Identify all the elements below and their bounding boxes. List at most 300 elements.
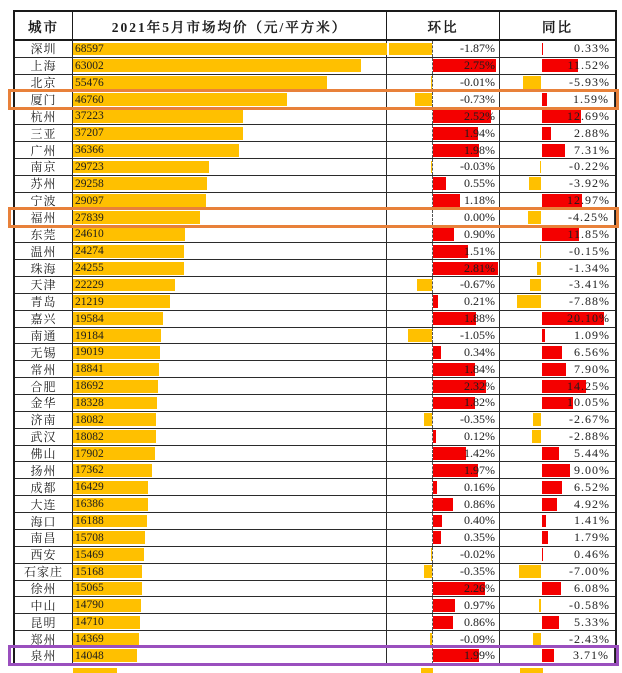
city-cell [15,277,73,293]
mom-bar [433,531,441,544]
price-cell [73,125,387,141]
price-cell [73,378,387,394]
city-label: 苏州 [30,177,57,192]
city-label: 温州 [30,244,57,259]
mom-value: 1.51% [464,243,495,258]
mom-cell [387,462,500,478]
mom-bar [424,565,432,578]
table-row [15,648,615,664]
yoy-value: 14.25% [567,378,610,393]
yoy-cell [500,92,615,108]
yoy-value: 6.52% [574,479,610,494]
table-row [15,41,615,58]
table-row [15,328,615,345]
mom-value: 1.82% [464,395,495,410]
city-label: 东莞 [30,227,57,242]
mom-value: -0.01% [460,75,495,90]
yoy-cell [500,260,615,276]
mom-cell [387,631,500,647]
table-row [15,311,615,328]
yoy-bar [542,616,559,629]
price-cell [73,597,387,613]
city-cell [15,260,73,276]
table-row [15,159,615,176]
city-label: 杭州 [30,109,57,124]
mom-cell [387,277,500,293]
city-label: 西安 [30,548,57,563]
yoy-value: -0.22% [569,159,610,174]
mom-cell [387,446,500,462]
mom-cell [387,597,500,613]
yoy-cell [500,597,615,613]
mom-cell [387,328,500,344]
table-body [15,41,615,664]
price-cell [73,58,387,74]
mom-cell [387,513,500,529]
mom-cell [387,429,500,445]
city-cell [15,479,73,495]
yoy-bar [542,498,557,511]
price-value: 27839 [75,211,104,224]
price-value: 68597 [75,42,104,55]
yoy-value: -3.41% [569,277,610,292]
mom-cell [387,581,500,597]
yoy-cell [500,142,615,158]
price-cell [73,243,387,259]
header-city: 城市 [15,12,73,39]
yoy-bar [542,464,570,477]
city-label: 徐州 [30,581,57,596]
mom-bar [431,548,432,561]
table-row [15,412,615,429]
mom-value: 2.52% [464,108,495,123]
yoy-value: -2.67% [569,412,610,427]
table-row [15,395,615,412]
mom-cell [387,479,500,495]
mom-bar [433,194,460,207]
mom-value: -0.35% [460,412,495,427]
city-cell [15,564,73,580]
price-value: 29097 [75,194,104,207]
yoy-value: 12.97% [567,193,610,208]
mom-value: 0.97% [464,597,495,612]
price-value: 46760 [75,93,104,106]
yoy-bar [542,127,551,140]
yoy-bar [529,177,541,190]
yoy-bar [533,413,541,426]
yoy-value: 11.85% [567,226,610,241]
city-cell [15,513,73,529]
yoy-bar [542,346,562,359]
mom-cell [387,142,500,158]
mom-cell [387,564,500,580]
yoy-bar [542,548,543,561]
yoy-cell [500,176,615,192]
mom-value: 0.55% [464,176,495,191]
mom-value: 1.84% [464,361,495,376]
city-cell [15,125,73,141]
yoy-cell [500,496,615,512]
price-value: 15469 [75,548,104,561]
mom-cell [387,226,500,242]
city-cell [15,597,73,613]
mom-value: -0.09% [460,631,495,646]
mom-cell [387,193,500,209]
yoy-bar [542,582,561,595]
city-cell [15,395,73,411]
mom-bar [424,413,432,426]
table-row [15,378,615,395]
yoy-bar [542,329,545,342]
yoy-value: 1.59% [573,92,609,106]
city-label: 厦门 [30,93,57,108]
mom-value: 2.81% [464,260,495,275]
mom-zero-line [432,277,433,293]
yoy-cell [500,479,615,495]
yoy-value: 12.69% [567,108,610,123]
yoy-cell [500,108,615,124]
city-cell [15,361,73,377]
city-label: 佛山 [30,447,57,462]
table-row [15,344,615,361]
price-value: 18692 [75,380,104,393]
city-price-table [13,10,617,666]
mom-zero-line [432,41,433,57]
yoy-cell [500,193,615,209]
mom-bar [433,599,455,612]
table-row [15,58,615,75]
mom-cell [387,58,500,74]
city-label: 福州 [30,211,57,226]
mom-value: 0.86% [464,614,495,629]
mom-cell [387,260,500,276]
yoy-cell [500,412,615,428]
mom-value: 1.99% [464,648,495,663]
price-cell [73,210,387,226]
yoy-bar [542,144,565,157]
price-cell [73,344,387,360]
price-cell [73,159,387,175]
mom-value: 1.42% [464,446,495,461]
price-cell [73,496,387,512]
price-value: 24610 [75,228,104,241]
yoy-bar [528,211,541,224]
mom-cell [387,75,500,91]
price-value: 18841 [75,363,104,376]
yoy-value: -0.15% [569,243,610,258]
mom-bar [433,177,446,190]
yoy-bar [542,93,547,106]
city-cell [15,496,73,512]
mom-cell [387,311,500,327]
city-label: 金华 [30,396,57,411]
mom-cell [387,648,500,664]
city-label: 大连 [30,497,57,512]
city-cell [15,294,73,310]
city-label: 珠海 [30,261,57,276]
mom-zero-line [432,547,433,563]
mom-value: 2.26% [464,580,495,595]
mom-cell [387,108,500,124]
yoy-bar [532,430,541,443]
mom-bar-fragment [421,668,433,673]
yoy-cell [500,210,615,226]
city-label: 成都 [30,480,57,495]
price-value: 37223 [75,110,104,123]
yoy-value: -3.92% [569,176,610,191]
city-label: 三亚 [30,126,57,141]
mom-value: -0.73% [460,92,495,106]
mom-cell [387,530,500,546]
city-cell [15,159,73,175]
city-cell [15,75,73,91]
price-cell [73,614,387,630]
yoy-bar [540,161,541,174]
mom-value: -0.02% [460,547,495,562]
yoy-value: -1.34% [569,260,610,275]
city-cell [15,631,73,647]
price-cell [73,648,387,664]
city-cell [15,311,73,327]
yoy-bar [530,279,541,292]
price-cell [73,395,387,411]
city-cell [15,648,73,664]
yoy-cell [500,243,615,259]
mom-value: 2.32% [464,378,495,393]
price-cell [73,311,387,327]
city-label: 嘉兴 [30,312,57,327]
table-row [15,92,615,109]
mom-bar [433,481,437,494]
city-cell [15,328,73,344]
mom-bar [389,43,432,56]
yoy-value: 0.33% [574,41,610,56]
mom-value: -1.05% [460,328,495,343]
yoy-value: 0.46% [574,547,610,562]
city-label: 济南 [30,413,57,428]
city-label: 海口 [30,514,57,529]
mom-value: -0.67% [460,277,495,292]
yoy-value: 20.10% [567,311,610,326]
city-cell [15,581,73,597]
yoy-bar [540,245,541,258]
mom-bar [433,346,441,359]
yoy-value: 1.79% [574,530,610,545]
price-value: 14710 [75,616,104,629]
city-label: 泉州 [30,649,57,664]
mom-zero-line [432,210,433,226]
price-value: 37207 [75,127,104,140]
price-value: 15168 [75,565,104,578]
price-cell [73,429,387,445]
mom-cell [387,614,500,630]
city-cell [15,226,73,242]
city-label: 上海 [30,59,57,74]
price-value: 18082 [75,430,104,443]
yoy-cell [500,75,615,91]
mom-value: 1.18% [464,193,495,208]
price-value: 24255 [75,262,104,275]
mom-zero-line [432,75,433,91]
city-label: 扬州 [30,463,57,478]
yoy-cell [500,226,615,242]
mom-value: 0.00% [464,210,495,225]
mom-bar [408,329,432,342]
price-bar [73,76,327,89]
table-header [15,12,615,41]
price-cell [73,462,387,478]
price-cell [73,361,387,377]
price-cell [73,479,387,495]
table-row [15,614,615,631]
table-row [15,226,615,243]
table-row [15,597,615,614]
mom-bar [430,633,432,646]
yoy-bar [533,633,541,646]
yoy-bar [523,76,541,89]
price-cell [73,277,387,293]
price-cell [73,75,387,91]
yoy-value: -0.58% [569,597,610,612]
price-value: 63002 [75,59,104,72]
price-value: 17362 [75,464,104,477]
yoy-cell [500,631,615,647]
price-value: 18082 [75,413,104,426]
yoy-bar [519,565,541,578]
price-value: 16429 [75,481,104,494]
price-value: 14790 [75,599,104,612]
mom-value: 1.88% [464,311,495,326]
price-value: 18328 [75,396,104,409]
city-cell [15,210,73,226]
city-cell [15,412,73,428]
city-cell [15,344,73,360]
city-cell [15,530,73,546]
yoy-value: 1.09% [574,328,610,343]
mom-bar [433,430,436,443]
mom-bar [417,279,432,292]
table-row [15,564,615,581]
yoy-value: 5.33% [574,614,610,629]
yoy-cell [500,41,615,57]
table-row [15,176,615,193]
yoy-value: -7.00% [569,564,610,579]
table-row [15,243,615,260]
city-cell [15,41,73,57]
table-row [15,547,615,564]
mom-value: 0.34% [464,344,495,359]
table-row [15,142,615,159]
city-label: 南昌 [30,531,57,546]
yoy-cell [500,395,615,411]
yoy-value: 3.71% [573,648,609,663]
yoy-cell [500,547,615,563]
city-label: 无锡 [30,345,57,360]
table-row [15,260,615,277]
table-row [15,193,615,210]
city-label: 郑州 [30,632,57,647]
mom-bar [433,245,468,258]
city-cell [15,58,73,74]
price-cell [73,294,387,310]
yoy-bar [537,262,541,275]
mom-cell [387,159,500,175]
city-label: 武汉 [30,430,57,445]
yoy-bar [539,599,541,612]
price-value: 29258 [75,177,104,190]
city-label: 广州 [30,143,57,158]
price-cell [73,530,387,546]
table-row [15,530,615,547]
price-cell [73,581,387,597]
city-label: 天津 [30,278,57,293]
mom-value: 1.94% [464,125,495,140]
yoy-cell [500,159,615,175]
yoy-cell [500,429,615,445]
table-row [15,361,615,378]
mom-bar [433,616,453,629]
yoy-bar [542,649,554,662]
mom-cell [387,92,500,108]
city-label: 中山 [30,598,57,613]
yoy-cell [500,648,615,664]
table-row [15,631,615,648]
yoy-bar [542,447,559,460]
yoy-cell [500,344,615,360]
price-value: 36366 [75,144,104,157]
city-label: 宁波 [30,194,57,209]
price-cell [73,260,387,276]
yoy-bar [542,363,566,376]
yoy-cell [500,125,615,141]
yoy-value: -7.88% [569,294,610,309]
mom-value: 1.97% [464,462,495,477]
yoy-value: -5.93% [569,75,610,90]
mom-cell [387,125,500,141]
yoy-value: -2.43% [569,631,610,646]
yoy-value: -2.88% [569,429,610,444]
mom-bar [433,228,454,241]
table-row [15,210,615,227]
price-cell [73,142,387,158]
city-label: 石家庄 [23,565,63,580]
city-label: 南通 [30,329,57,344]
yoy-cell [500,564,615,580]
yoy-value: 6.08% [574,580,610,595]
yoy-cell [500,446,615,462]
city-cell [15,108,73,124]
mom-cell [387,412,500,428]
price-cell [73,176,387,192]
mom-cell [387,243,500,259]
price-value: 14369 [75,633,104,645]
city-label: 常州 [30,362,57,377]
yoy-cell [500,361,615,377]
yoy-value: 10.05% [567,395,610,410]
yoy-cell [500,311,615,327]
table-row [15,125,615,142]
price-cell [73,193,387,209]
mom-zero-line [432,328,433,344]
mom-bar [433,498,453,511]
table-row [15,581,615,598]
yoy-cell [500,530,615,546]
mom-bar [415,93,432,106]
mom-value: 0.16% [464,479,495,494]
yoy-cell [500,462,615,478]
mom-value: -0.03% [460,159,495,174]
yoy-cell [500,513,615,529]
